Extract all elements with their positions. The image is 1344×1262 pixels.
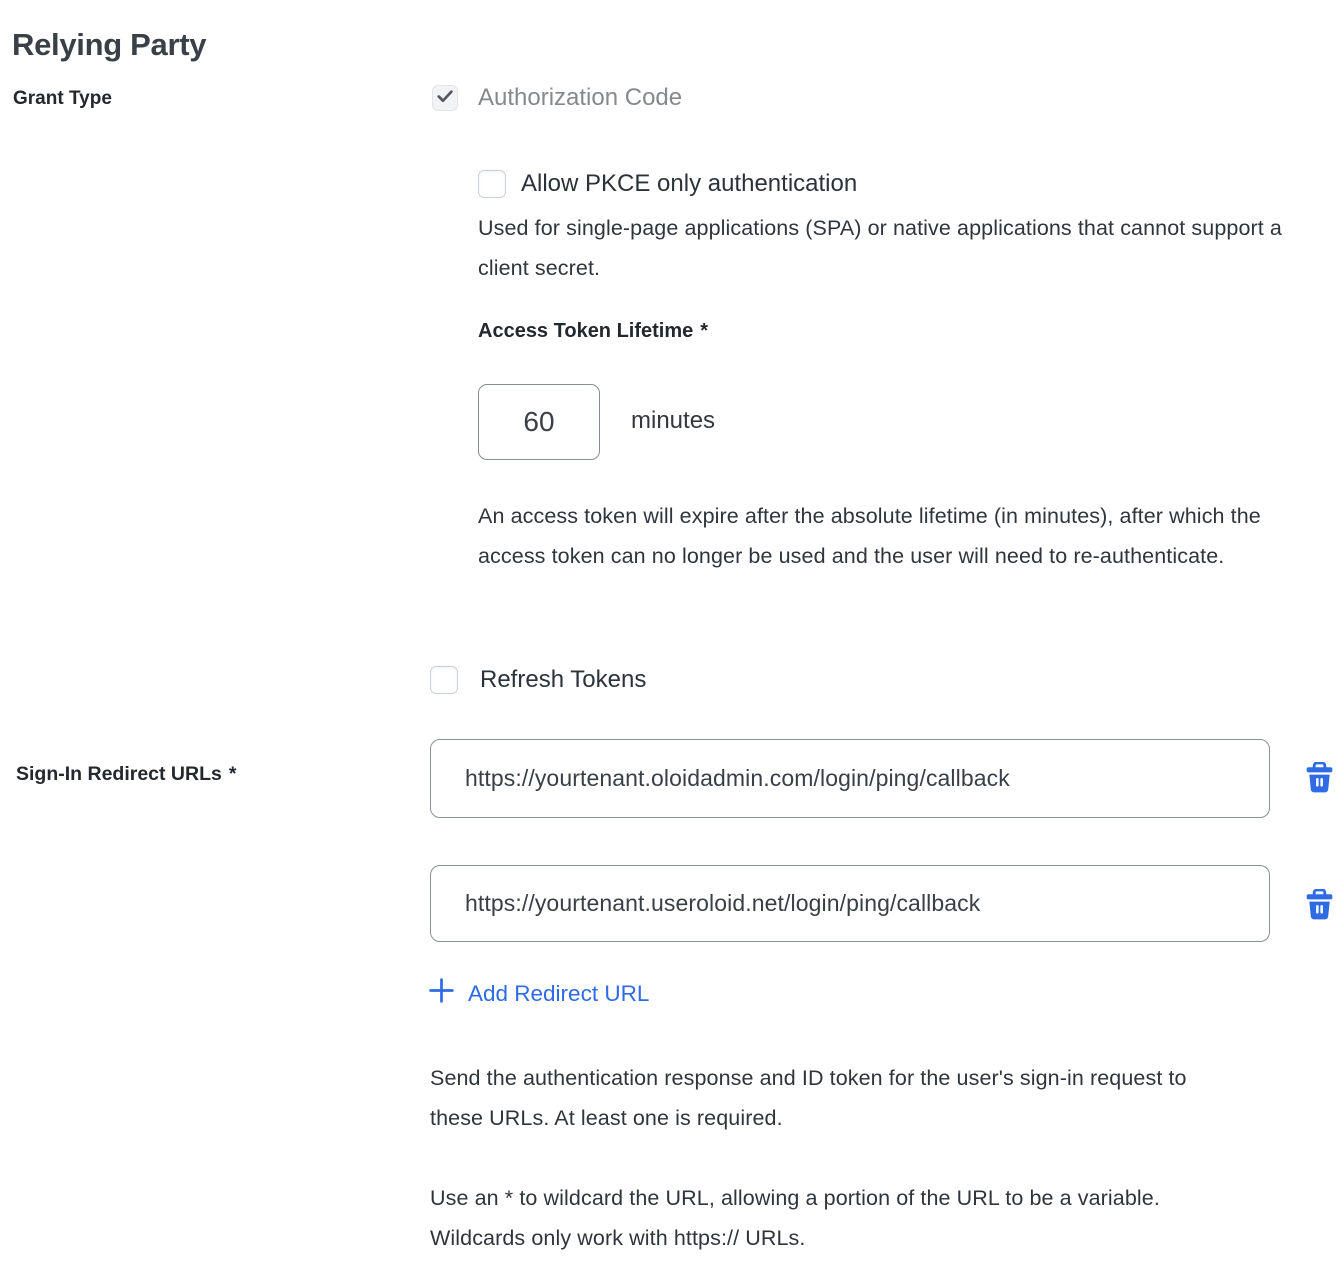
required-asterisk: * bbox=[700, 320, 709, 342]
authorization-code-checkbox[interactable] bbox=[432, 85, 458, 111]
redirect-url-input-2[interactable] bbox=[430, 865, 1270, 942]
delete-redirect-url-2-button[interactable] bbox=[1306, 889, 1333, 920]
pkce-description: Used for single-page applications (SPA) or native applications that cannot support a client secret. bbox=[478, 216, 1282, 280]
pkce-checkbox[interactable] bbox=[478, 170, 506, 198]
trash-icon bbox=[1306, 908, 1333, 923]
refresh-tokens-label: Refresh Tokens bbox=[480, 666, 647, 693]
authorization-code-option bbox=[432, 84, 682, 112]
page-title: Relying Party bbox=[12, 26, 207, 62]
required-asterisk: * bbox=[228, 763, 237, 785]
redirect-url-input-1[interactable] bbox=[430, 739, 1270, 818]
refresh-tokens-option bbox=[430, 666, 646, 694]
grant-type-label: Grant Type bbox=[13, 88, 112, 109]
add-redirect-url-button[interactable] bbox=[428, 977, 649, 1010]
access-token-lifetime-input[interactable] bbox=[478, 384, 600, 460]
trash-icon bbox=[1306, 781, 1333, 796]
access-token-lifetime-description: An access token will expire after the absolute lifetime (in minutes), after which the access token can no longer be used and the user will need to re-authenticate. bbox=[478, 504, 1261, 568]
pkce-option bbox=[478, 170, 857, 198]
plus-icon bbox=[428, 977, 455, 1010]
sign-in-redirect-urls-label: Sign-In Redirect URLs * bbox=[16, 763, 237, 785]
delete-redirect-url-1-button[interactable] bbox=[1306, 762, 1333, 793]
redirect-urls-help-text: Send the authentication response and ID token for the user's sign-in request to these URLs. At least one is required. bbox=[430, 1066, 1187, 1130]
add-redirect-url-label: Add Redirect URL bbox=[468, 980, 650, 1006]
access-token-lifetime-label: Access Token Lifetime * bbox=[478, 320, 709, 342]
checkmark-icon bbox=[435, 86, 455, 111]
minutes-unit-label: minutes bbox=[631, 407, 716, 434]
authorization-code-label: Authorization Code bbox=[478, 84, 683, 111]
wildcard-help-text: Use an * to wildcard the URL, allowing a portion of the URL to be a variable. Wildcards only work with https:// URLs. bbox=[430, 1186, 1160, 1250]
refresh-tokens-checkbox[interactable] bbox=[430, 666, 458, 694]
pkce-label: Allow PKCE only authentication bbox=[521, 170, 858, 197]
